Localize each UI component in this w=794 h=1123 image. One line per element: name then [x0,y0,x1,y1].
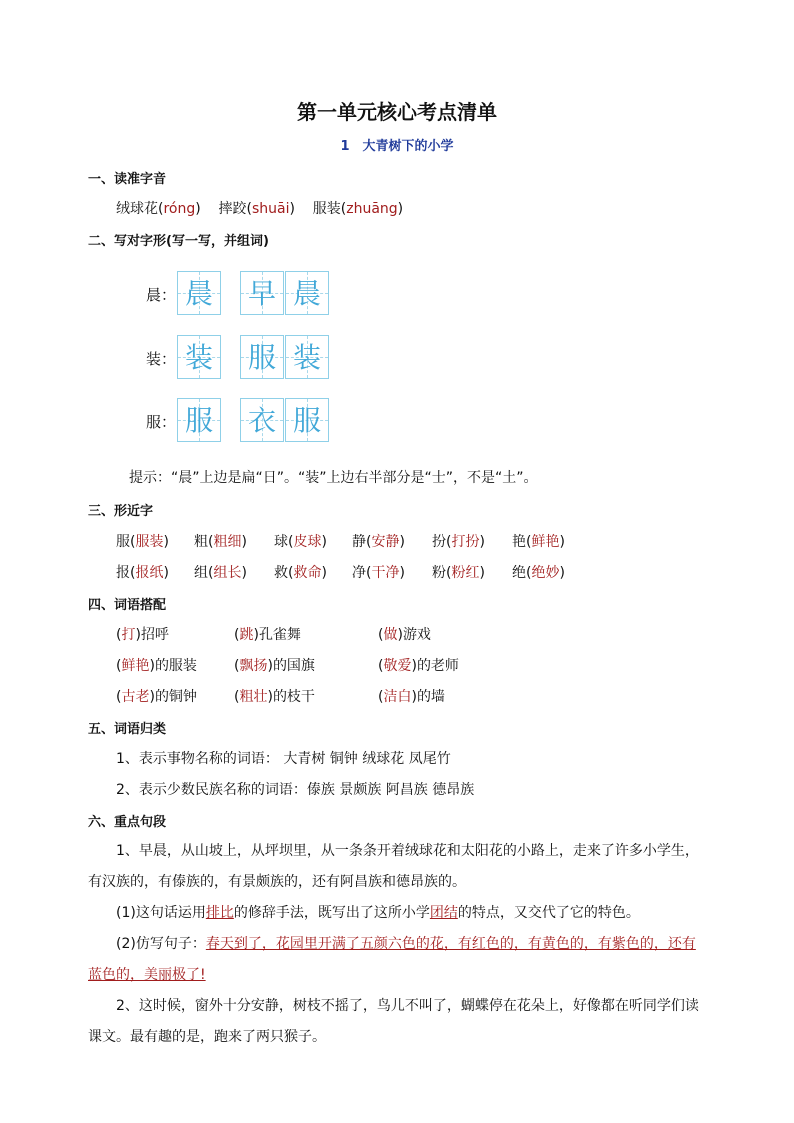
section-5-heading: 五、词语归类 [88,722,167,737]
section-1-heading: 一、读准字音 [88,172,167,187]
pronunciation-line: 绒球花(róng) 摔跤(shuāi) 服装(zhuāng) [116,201,404,217]
writing-cell: 衣 [240,398,284,442]
writing-cell: 早 [240,271,284,315]
answer-rhetoric: 排比 [205,905,234,921]
section-6-heading: 六、重点句段 [88,815,167,830]
similar-char-item: 净(干净) [352,565,405,581]
section-4-heading: 四、词语搭配 [88,598,167,613]
writing-cell: 装 [177,335,221,379]
similar-char-item: 报(报纸) [116,565,169,581]
answer-trait: 团结 [429,905,458,921]
writing-cell: 服 [177,398,221,442]
similar-char-item: 组(组长) [194,565,247,581]
writing-cell: 晨 [285,271,329,315]
similar-char-item: 绝(绝妙) [512,565,565,581]
question-2: (2)仿写句子：春天到了，花园里开满了五颜六色的花，有红色的，有黄色的，有紫色的，还有蓝色的，美丽极了! [88,936,696,983]
pinyin: zhuāng [346,201,398,217]
page-title: 第一单元核心考点清单 [297,100,497,124]
collocation-item: (粗壮)的枝干 [234,689,315,705]
pinyin: róng [163,201,196,217]
similar-char-item: 静(安静) [352,534,405,550]
answer-imitation: 春天到了，花园里开满了五颜六色的花，有红色的，有黄色的，有紫色的，还有蓝色的，美丽极了! [88,936,696,983]
writing-cell: 装 [285,335,329,379]
similar-char-item: 球(皮球) [274,534,327,550]
similar-char-item: 服(服装) [116,534,169,550]
similar-char-item: 救(救命) [274,565,327,581]
lesson-subtitle: 1 大青树下的小学 [340,139,454,154]
section-2-heading: 二、写对字形(写一写，并组词) [88,234,269,249]
collocation-item: (飘扬)的国旗 [234,658,315,674]
grid-label: 装： [146,350,177,368]
writing-tip: 提示：“晨”上边是扁“日”。“装”上边右半部分是“士”，不是“土”。 [129,470,538,486]
collocation-item: (古老)的铜钟 [116,689,197,705]
writing-cell: 晨 [177,271,221,315]
similar-char-item: 粉(粉红) [432,565,485,581]
pinyin: shuāi [251,201,290,217]
collocation-item: (鲜艳)的服装 [116,658,197,674]
similar-char-item: 粗(粗细) [194,534,247,550]
key-passage-1: 1、早晨，从山坡上，从坪坝里，从一条条开着绒球花和太阳花的小路上，走来了许多小学生，有汉族的，有傣族的，有景颇族的，还有阿昌族和德昂族的。 [88,843,699,890]
grid-label: 服： [146,413,177,431]
collocation-item: (洁白)的墙 [378,689,445,705]
category-line-1: 1、表示事物名称的词语： 大青树 铜钟 绒球花 凤尾竹 [116,751,451,767]
similar-char-item: 艳(鲜艳) [512,534,565,550]
collocation-item: (敬爱)的老师 [378,658,459,674]
collocation-item: (打)招呼 [116,627,169,643]
category-line-2: 2、表示少数民族名称的词语：傣族 景颇族 阿昌族 德昂族 [116,782,475,798]
writing-cell: 服 [285,398,329,442]
similar-char-item: 扮(打扮) [432,534,485,550]
pinyin-word: 绒球花 [116,201,158,217]
key-passage-2: 2、这时候，窗外十分安静，树枝不摇了，鸟儿不叫了，蝴蝶停在花朵上，好像都在听同学们读课文。最有趣的是，跑来了两只猴子。 [88,998,699,1045]
grid-label: 晨： [146,286,177,304]
question-1: (1)这句话运用排比的修辞手法，既写出了这所小学团结的特点，又交代了它的特色。 [116,905,640,921]
section-3-heading: 三、形近字 [88,504,154,519]
pinyin-word: 摔跤 [218,201,247,217]
pinyin-word: 服装 [312,201,341,217]
collocation-item: (做)游戏 [378,627,431,643]
writing-cell: 服 [240,335,284,379]
collocation-item: (跳)孔雀舞 [234,627,301,643]
